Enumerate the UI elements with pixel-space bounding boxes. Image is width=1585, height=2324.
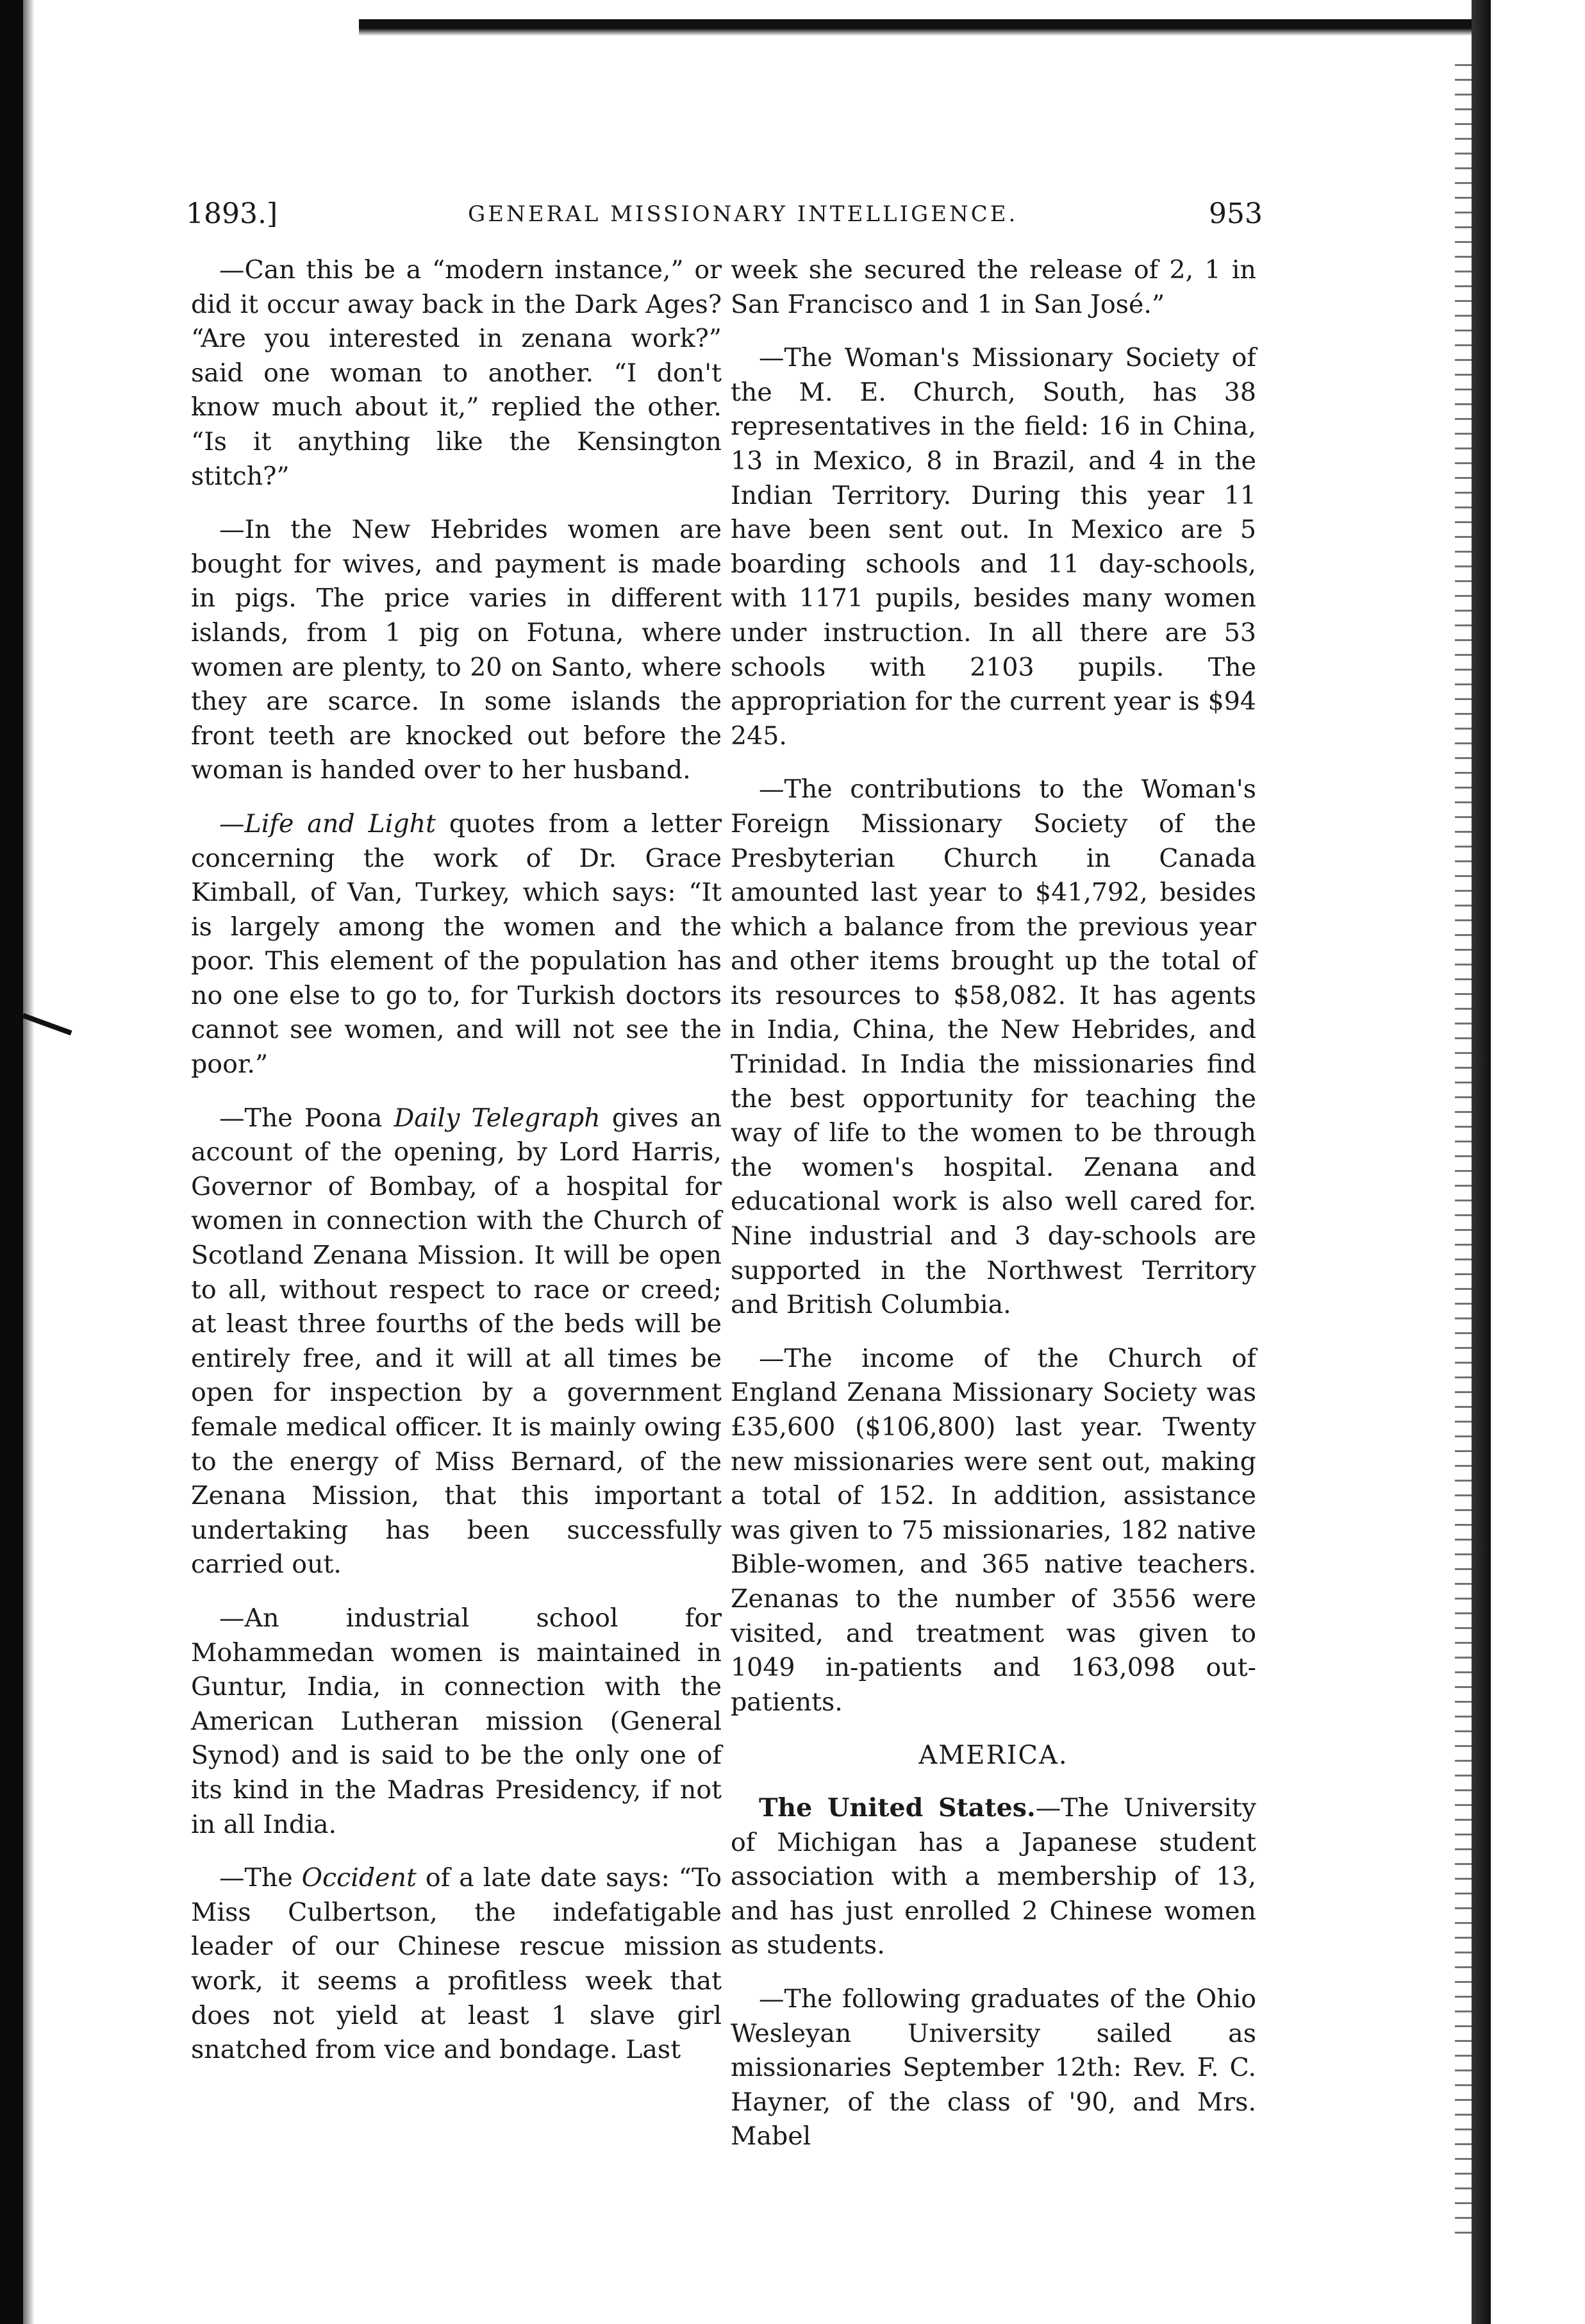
subsection-lead: The United States. [759,1793,1036,1823]
paragraph-text: quotes from a letter concerning the work of Dr. Grace Kimball, of Van, Turkey, which says: “It is largely among the women and the poor. This element of the population has no one else to go to, for Turkish doctors cannot see women, and will not see the poor.” [191,808,722,1080]
paragraph-lead: —The Poona [219,1103,394,1133]
paragraph-text: of a late date says: “To Miss Culbertson, the indefatigable leader of our Chinese rescue mission work, it seems a profitless week that does not yield at least 1 slave girl snatched from vice and bondage. Last [191,1863,722,2065]
scan-right-speckle [1455,64,1472,2244]
header-title: GENERAL MISSIONARY INTELLIGENCE. [468,201,1018,227]
source-title: Occident [301,1863,417,1893]
left-column [191,253,722,2087]
paragraph-occident [191,1861,722,2068]
paragraph-text: —The University of Michigan has a Japanese student association with a membership of 13, and has just enrolled 2 Chinese women as students. [731,1793,1256,1960]
right-column [731,253,1256,2173]
paragraph-guntur-school: —An industrial school for Mohammedan women is maintained in Guntur, India, in connection with the American Lutheran mission (General Synod) and is said to be the only one of its kind in the Madras Presidency, if not in all India. [191,1603,722,1839]
paragraph-united-states [731,1791,1256,1963]
scan-right-edge [1472,0,1491,2324]
paragraph-me-church-south: —The Woman's Missionary Society of the M. E. Church, South, has 38 representatives in the field: 16 in China, 13 in Mexico, 8 in Brazil, and 4 in the Indian Territory. During this year 11 have been sent out. In Mexico are 5 boarding schools and 11 day-schools, with 1171 pupils, besides many women under instruction. In all there are 53 schools with 2103 pupils. The appropriation for the current year is $94 245. [731,343,1256,751]
paragraph-life-and-light [191,807,722,1082]
paragraph-church-of-england-zenana: —The income of the Church of England Zenana Missionary Society was £35,600 ($106,800) last year. Twenty new missionaries were sent out, making a total of 152. In addition, assistance was given to 75 missionaries, 182 native Bible-women, and 365 native teachers. Zenanas to the number of 3556 were visited, and treatment was given to 1049 in-patients and 163,098 out-patients. [731,1343,1256,1717]
page-number: 953 [1209,197,1263,230]
source-title: Life and Light [244,808,436,839]
paragraph-text: gives an account of the opening, by Lord Harris, Governor of Bombay, of a hospital for women in connection with the Church of Scotland Zenana Mission. It will be open to all, without respect to race or creed; at least three fourths of the beds will be entirely free, and it will at all times be open for inspection by a government female medical officer. It is mainly owing to the energy of Miss Bernard, of the Zenana Mission, that this important undertaking has been successfully carried out. [191,1103,722,1580]
paragraph-poona-hospital [191,1101,722,1582]
paragraph-presbyterian-canada: —The contributions to the Woman's Foreign Missionary Society of the Presbyterian Church in Canada amounted last year to $41,792, besides which a balance from the previous year and other items brought up the total of its resources to $58,082. It has agents in India, China, the New Hebrides, and Trinidad. In India the missionaries find the best opportunity for teaching the way of life to the women to be through the women's hospital. Zenana and educational work is also well cared for. Nine industrial and 3 day-schools are supported in the Northwest Territory and British Columbia. [731,774,1256,1320]
paragraph-lead: —The [219,1863,302,1893]
paragraph-occident-continued: week she secured the release of 2, 1 in San Francisco and 1 in San José.” [731,255,1256,319]
dash: — [219,808,245,839]
scan-left-edge [0,0,23,2324]
paragraph-zenana-question: —Can this be a “modern instance,” or did it occur away back in the Dark Ages? “Are you interested in zenana work?” said one woman to another. “I don't know much about it,” replied the other. “Is it anything like the Kensington stitch?” [191,255,722,491]
paragraph-ohio-wesleyan: —The following graduates of the Ohio Wesleyan University sailed as missionaries September 12th: Rev. F. C. Hayner, of the class of '90, and Mrs. Mabel [731,1984,1256,2152]
header-year: 1893.] [186,197,278,230]
running-head [186,195,1263,233]
scan-left-shadow [23,0,35,2324]
scan-top-edge [359,19,1487,36]
section-heading-america: AMERICA. [918,1741,1068,1771]
source-title: Daily Telegraph [394,1103,601,1133]
paragraph-new-hebrides: —In the New Hebrides women are bought for wives, and payment is made in pigs. The price varies in different islands, from 1 pig on Fotuna, where women are plenty, to 20 on Santo, where they are scarce. In some islands the front teeth are knocked out before the woman is handed over to her husband. [191,515,722,785]
